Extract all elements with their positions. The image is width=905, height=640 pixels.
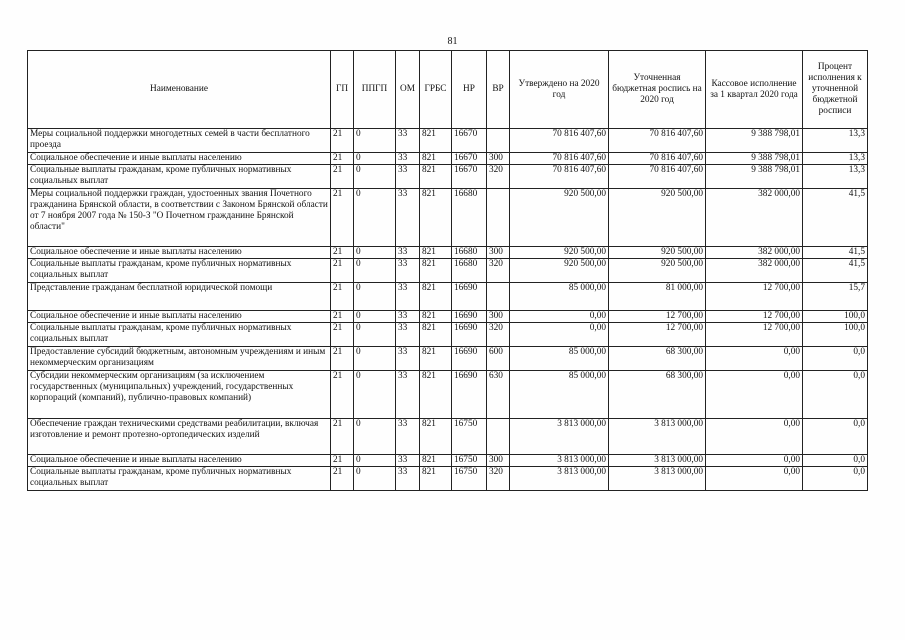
table-row: [28, 323, 868, 347]
cell-cash: 0,00: [706, 455, 803, 467]
cell-name: Социальное обеспечение и иные выплаты населению: [28, 311, 331, 323]
cell-percent: 100,0: [803, 311, 868, 323]
cell-om: 33: [396, 311, 420, 323]
cell-ppgp: 0: [354, 153, 396, 165]
cell-om: 33: [396, 455, 420, 467]
cell-refined: 70 816 407,60: [609, 153, 706, 165]
table-row: [28, 259, 868, 283]
cell-om: 33: [396, 189, 420, 247]
cell-vr: 320: [487, 467, 510, 491]
cell-refined: 70 816 407,60: [609, 129, 706, 153]
cell-grbs: 821: [420, 323, 452, 347]
cell-cash: 382 000,00: [706, 259, 803, 283]
cell-vr: 630: [487, 371, 510, 419]
cell-refined: 3 813 000,00: [609, 419, 706, 455]
cell-cash: 12 700,00: [706, 323, 803, 347]
cell-cash: 9 388 798,01: [706, 129, 803, 153]
cell-name: Социальные выплаты гражданам, кроме публичных нормативных социальных выплат: [28, 259, 331, 283]
cell-om: 33: [396, 247, 420, 259]
cell-name: Социальные выплаты гражданам, кроме публичных нормативных социальных выплат: [28, 323, 331, 347]
header-np: НР: [452, 51, 487, 129]
cell-gp: 21: [331, 283, 354, 311]
cell-np: 16690: [452, 371, 487, 419]
cell-grbs: 821: [420, 165, 452, 189]
cell-cash: 9 388 798,01: [706, 153, 803, 165]
cell-approved: 85 000,00: [510, 283, 609, 311]
table-row: [28, 247, 868, 259]
cell-grbs: 821: [420, 347, 452, 371]
cell-name: Социальные выплаты гражданам, кроме публичных нормативных социальных выплат: [28, 467, 331, 491]
cell-om: 33: [396, 323, 420, 347]
table-row: [28, 371, 868, 419]
cell-ppgp: 0: [354, 419, 396, 455]
cell-name: Представление гражданам бесплатной юридической помощи: [28, 283, 331, 311]
cell-percent: 0,0: [803, 467, 868, 491]
cell-gp: 21: [331, 323, 354, 347]
cell-name: Субсидии некоммерческим организациям (за исключением государственных (муниципальных) учреждений, государственных корпораций (компаний), публично-правовых компаний): [28, 371, 331, 419]
header-percent: Процент исполнения к уточненной бюджетной росписи: [803, 51, 868, 129]
header-ppgp: ППГП: [354, 51, 396, 129]
cell-approved: 920 500,00: [510, 189, 609, 247]
cell-vr: 300: [487, 455, 510, 467]
header-name: Наименование: [28, 51, 331, 129]
table-row: [28, 129, 868, 153]
table-row: [28, 153, 868, 165]
cell-cash: 0,00: [706, 347, 803, 371]
cell-gp: 21: [331, 129, 354, 153]
cell-approved: 3 813 000,00: [510, 467, 609, 491]
cell-name: Обеспечение граждан техническими средствами реабилитации, включая изготовление и ремонт протезно-ортопедических изделий: [28, 419, 331, 455]
cell-ppgp: 0: [354, 165, 396, 189]
table-body: [28, 129, 868, 491]
cell-name: Социальное обеспечение и иные выплаты населению: [28, 247, 331, 259]
cell-gp: 21: [331, 189, 354, 247]
cell-vr: [487, 283, 510, 311]
cell-gp: 21: [331, 247, 354, 259]
cell-om: 33: [396, 419, 420, 455]
cell-percent: 0,0: [803, 347, 868, 371]
cell-np: 16750: [452, 467, 487, 491]
cell-refined: 3 813 000,00: [609, 455, 706, 467]
header-grbs: ГРБС: [420, 51, 452, 129]
cell-approved: 70 816 407,60: [510, 153, 609, 165]
cell-name: Социальное обеспечение и иные выплаты населению: [28, 153, 331, 165]
cell-gp: 21: [331, 347, 354, 371]
cell-refined: 68 300,00: [609, 347, 706, 371]
cell-grbs: 821: [420, 419, 452, 455]
cell-cash: 382 000,00: [706, 247, 803, 259]
cell-percent: 100,0: [803, 323, 868, 347]
cell-name: Социальное обеспечение и иные выплаты населению: [28, 455, 331, 467]
cell-vr: [487, 419, 510, 455]
cell-refined: 920 500,00: [609, 247, 706, 259]
cell-om: 33: [396, 259, 420, 283]
cell-om: 33: [396, 165, 420, 189]
table-row: [28, 189, 868, 247]
cell-grbs: 821: [420, 247, 452, 259]
cell-om: 33: [396, 153, 420, 165]
cell-grbs: 821: [420, 153, 452, 165]
cell-percent: 0,0: [803, 419, 868, 455]
cell-percent: 0,0: [803, 455, 868, 467]
table-row: [28, 311, 868, 323]
cell-refined: 920 500,00: [609, 189, 706, 247]
cell-vr: [487, 189, 510, 247]
cell-vr: 300: [487, 153, 510, 165]
cell-ppgp: 0: [354, 259, 396, 283]
table-row: [28, 347, 868, 371]
cell-ppgp: 0: [354, 347, 396, 371]
cell-np: 16680: [452, 259, 487, 283]
cell-cash: 12 700,00: [706, 283, 803, 311]
page-number: 81: [447, 36, 458, 47]
table-row: [28, 165, 868, 189]
cell-ppgp: 0: [354, 283, 396, 311]
cell-gp: 21: [331, 467, 354, 491]
cell-approved: 70 816 407,60: [510, 165, 609, 189]
cell-vr: 600: [487, 347, 510, 371]
cell-ppgp: 0: [354, 467, 396, 491]
cell-ppgp: 0: [354, 455, 396, 467]
header-om: ОМ: [396, 51, 420, 129]
cell-np: 16750: [452, 455, 487, 467]
cell-percent: 13,3: [803, 129, 868, 153]
cell-cash: 382 000,00: [706, 189, 803, 247]
cell-vr: 300: [487, 247, 510, 259]
cell-np: 16690: [452, 347, 487, 371]
table-row: [28, 455, 868, 467]
cell-grbs: 821: [420, 283, 452, 311]
cell-grbs: 821: [420, 371, 452, 419]
cell-ppgp: 0: [354, 247, 396, 259]
cell-grbs: 821: [420, 259, 452, 283]
cell-cash: 0,00: [706, 467, 803, 491]
table-row: [28, 419, 868, 455]
cell-percent: 0,0: [803, 371, 868, 419]
cell-approved: 920 500,00: [510, 259, 609, 283]
cell-np: 16680: [452, 189, 487, 247]
cell-refined: 3 813 000,00: [609, 467, 706, 491]
cell-np: 16670: [452, 153, 487, 165]
cell-percent: 13,3: [803, 153, 868, 165]
cell-om: 33: [396, 283, 420, 311]
cell-ppgp: 0: [354, 129, 396, 153]
header-vr: ВР: [487, 51, 510, 129]
cell-ppgp: 0: [354, 311, 396, 323]
cell-percent: 41,5: [803, 259, 868, 283]
cell-percent: 13,3: [803, 165, 868, 189]
cell-approved: 85 000,00: [510, 371, 609, 419]
cell-grbs: 821: [420, 311, 452, 323]
cell-gp: 21: [331, 165, 354, 189]
cell-np: 16690: [452, 323, 487, 347]
cell-name: Предоставление субсидий бюджетным, автономным учреждениям и иным некоммерческим организациям: [28, 347, 331, 371]
cell-np: 16690: [452, 311, 487, 323]
cell-grbs: 821: [420, 189, 452, 247]
cell-np: 16680: [452, 247, 487, 259]
cell-ppgp: 0: [354, 323, 396, 347]
cell-gp: 21: [331, 419, 354, 455]
cell-gp: 21: [331, 259, 354, 283]
cell-vr: 300: [487, 311, 510, 323]
cell-refined: 12 700,00: [609, 323, 706, 347]
cell-grbs: 821: [420, 129, 452, 153]
cell-approved: 85 000,00: [510, 347, 609, 371]
header-approved: Утверждено на 2020 год: [510, 51, 609, 129]
budget-table: [27, 50, 868, 491]
cell-om: 33: [396, 467, 420, 491]
cell-approved: 3 813 000,00: [510, 455, 609, 467]
cell-approved: 920 500,00: [510, 247, 609, 259]
cell-name: Социальные выплаты гражданам, кроме публичных нормативных социальных выплат: [28, 165, 331, 189]
cell-vr: 320: [487, 323, 510, 347]
header-refined: Уточненная бюджетная роспись на 2020 год: [609, 51, 706, 129]
cell-om: 33: [396, 347, 420, 371]
cell-refined: 12 700,00: [609, 311, 706, 323]
cell-cash: 9 388 798,01: [706, 165, 803, 189]
cell-approved: 70 816 407,60: [510, 129, 609, 153]
cell-refined: 70 816 407,60: [609, 165, 706, 189]
cell-name: Меры социальной поддержки многодетных семей в части бесплатного проезда: [28, 129, 331, 153]
cell-approved: 0,00: [510, 323, 609, 347]
cell-np: 16670: [452, 165, 487, 189]
cell-om: 33: [396, 371, 420, 419]
cell-refined: 920 500,00: [609, 259, 706, 283]
cell-percent: 15,7: [803, 283, 868, 311]
cell-refined: 68 300,00: [609, 371, 706, 419]
cell-gp: 21: [331, 153, 354, 165]
cell-percent: 41,5: [803, 189, 868, 247]
cell-np: 16690: [452, 283, 487, 311]
cell-vr: [487, 129, 510, 153]
cell-np: 16750: [452, 419, 487, 455]
cell-refined: 81 000,00: [609, 283, 706, 311]
table-row: [28, 283, 868, 311]
cell-vr: 320: [487, 165, 510, 189]
cell-om: 33: [396, 129, 420, 153]
cell-approved: 0,00: [510, 311, 609, 323]
cell-gp: 21: [331, 371, 354, 419]
cell-percent: 41,5: [803, 247, 868, 259]
cell-ppgp: 0: [354, 189, 396, 247]
cell-grbs: 821: [420, 467, 452, 491]
cell-approved: 3 813 000,00: [510, 419, 609, 455]
cell-grbs: 821: [420, 455, 452, 467]
header-cash: Кассовое исполнение за 1 квартал 2020 года: [706, 51, 803, 129]
cell-cash: 0,00: [706, 371, 803, 419]
table-header-row: [28, 51, 868, 129]
cell-cash: 12 700,00: [706, 311, 803, 323]
cell-cash: 0,00: [706, 419, 803, 455]
header-gp: ГП: [331, 51, 354, 129]
cell-ppgp: 0: [354, 371, 396, 419]
cell-name: Меры социальной поддержки граждан, удостоенных звания Почетного гражданина Брянской области, в соответствии с Законом Брянской области от 7 ноября 2007 года № 150-З "О Почетном гражданине Брянской области": [28, 189, 331, 247]
cell-gp: 21: [331, 455, 354, 467]
table-row: [28, 467, 868, 491]
cell-gp: 21: [331, 311, 354, 323]
cell-vr: 320: [487, 259, 510, 283]
cell-np: 16670: [452, 129, 487, 153]
